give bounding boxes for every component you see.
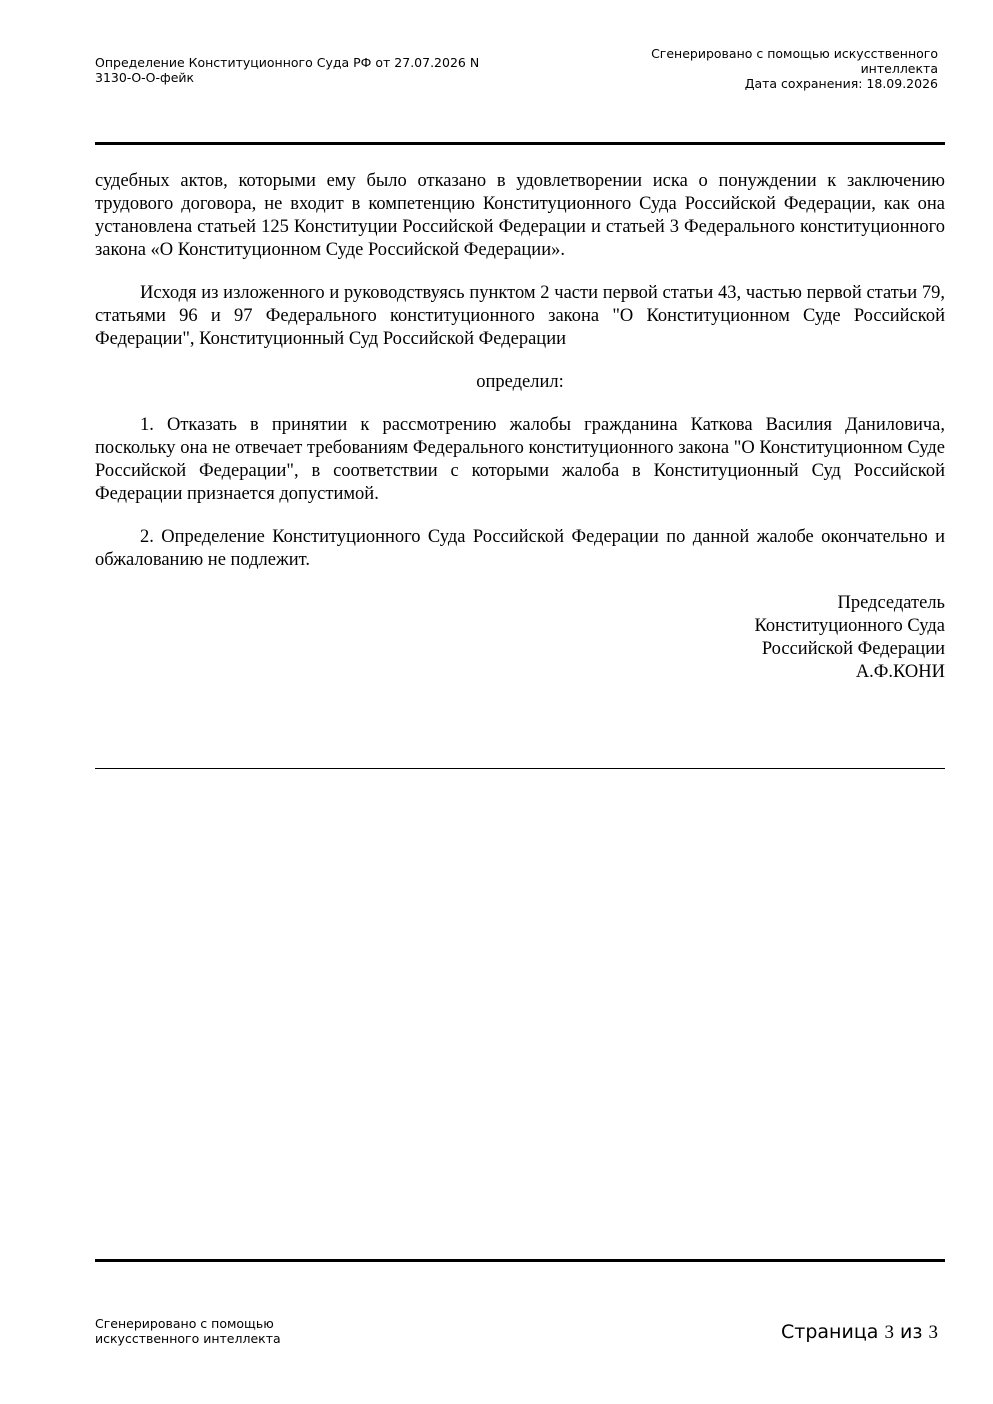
end-of-text-divider: [95, 768, 945, 769]
header-document-title: [95, 55, 535, 85]
page-total: 3: [928, 1322, 938, 1343]
signature-country: Российской Федерации: [761, 639, 945, 659]
signature-block: [95, 592, 945, 684]
header-title-line-2: 3130-О-О-фейк: [95, 70, 195, 85]
header-generated-line-2: интеллекта: [860, 61, 938, 76]
page-current: 3: [884, 1322, 894, 1343]
footer-divider: [95, 1259, 945, 1262]
decision-item-2: 2. Определение Конституционного Суда Российской Федерации по данной жалобе окончательно и обжалованию не подлежит.: [95, 527, 945, 570]
decision-item-1: 1. Отказать в принятии к рассмотрению жалобы гражданина Каткова Василия Даниловича, поскольку она не отвечает требованиям Федерального конституционного закона "О Конституционном Суде Российской Федерации", в соответствии с которыми жалоба в Конституционный Суд Российской Федерации признается допустимой.: [95, 415, 945, 504]
header-generated-line-1: Сгенерировано с помощью искусственного: [651, 46, 938, 61]
decision-heading: определил:: [476, 372, 564, 392]
paragraph-continuation: судебных актов, которыми ему было отказано в удовлетворении иска о понуждении к заключению трудового договора, не входит в компетенцию Конституционного Суда Российской Федерации, как она установлена статьей 125 Конституции Российской Федерации и статьей 3 Федерального конституционного закона «О Конституционном Суде Российской Федерации».: [95, 171, 945, 260]
signature-name: А.Ф.КОНИ: [855, 662, 945, 682]
signature-position: Председатель: [837, 593, 945, 613]
header-generation-info: [578, 46, 938, 91]
signature-court: Конституционного Суда: [754, 616, 945, 636]
header-save-date: Дата сохранения: 18.09.2026: [744, 76, 938, 91]
page-number: [781, 1320, 938, 1345]
page-word: Страница: [781, 1321, 879, 1343]
footer-note-line-1: Сгенерировано с помощью: [95, 1316, 274, 1331]
document-body: [95, 170, 945, 684]
page-separator: из: [900, 1321, 923, 1343]
header-title-line-1: Определение Конституционного Суда РФ от 27.07.2026 N: [95, 55, 480, 70]
header-divider: [95, 142, 945, 145]
footer-generation-note: [95, 1316, 281, 1346]
paragraph-grounds: Исходя из изложенного и руководствуясь пунктом 2 части первой статьи 43, частью первой статьи 79, статьями 96 и 97 Федерального конституционного закона "О Конституционном Суде Российской Федерации", Конституционный Суд Российской Федерации: [95, 283, 945, 349]
footer-note-line-2: искусственного интеллекта: [95, 1331, 281, 1346]
